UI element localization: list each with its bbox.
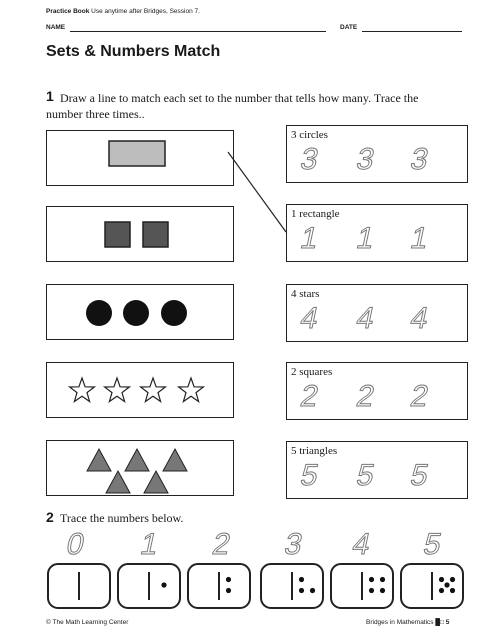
trace-digit-5[interactable]: 5	[420, 528, 445, 561]
trace-digit[interactable]: 3	[407, 143, 432, 176]
set-box-circles[interactable]	[46, 284, 234, 340]
squares-shape	[47, 207, 232, 260]
number-box-label: 5 triangles	[291, 445, 338, 457]
domino-row	[46, 563, 466, 609]
trace-digit[interactable]: 1	[407, 222, 432, 255]
domino-dot	[380, 588, 385, 593]
footer-series	[366, 619, 449, 626]
set-box-rectangle[interactable]	[46, 130, 234, 186]
domino-2	[188, 564, 250, 608]
domino-dot	[439, 577, 444, 582]
trace-digit[interactable]: 2	[297, 380, 322, 413]
domino-dot	[299, 577, 304, 582]
trace-digit[interactable]: 5	[407, 459, 432, 492]
trace-digit-3[interactable]: 3	[281, 528, 306, 561]
number-box-label: 1 rectangle	[291, 208, 340, 220]
domino-dot	[450, 588, 455, 593]
usage-note: Use anytime after Bridges, Session 7.	[91, 8, 200, 15]
domino-dot	[161, 582, 166, 587]
footer-copyright: © The Math Learning Center	[46, 619, 129, 626]
number-box-label: 4 stars	[291, 288, 320, 300]
trace-digit[interactable]: 2	[353, 380, 378, 413]
number-box-label: 3 circles	[291, 129, 328, 141]
domino-dot	[450, 577, 455, 582]
trace-digit-2[interactable]: 2	[209, 528, 234, 561]
trace-digit[interactable]: 1	[353, 222, 378, 255]
number-box-label: 2 squares	[291, 366, 333, 378]
trace-digit[interactable]: 3	[297, 143, 322, 176]
domino-dot	[299, 588, 304, 593]
domino-4	[331, 564, 393, 608]
stars-shape	[47, 363, 232, 416]
trace-digit-0[interactable]: 0	[63, 528, 88, 561]
rectangle-shape	[47, 131, 232, 184]
number-box-3[interactable]	[286, 125, 468, 183]
date-label: DATE	[340, 24, 358, 31]
question-1-number: 1	[46, 88, 54, 104]
book-label: Practice Book	[46, 8, 90, 15]
domino-dot	[380, 577, 385, 582]
domino-dot	[226, 588, 231, 593]
footer-series-name: Bridges in Mathematics	[366, 619, 434, 626]
domino-dot	[369, 588, 374, 593]
question-1-instruction: Draw a line to match each set to the number that tells how many. Trace the	[60, 91, 419, 105]
question-2-instruction: Trace the numbers below.	[60, 511, 184, 525]
date-field[interactable]	[362, 31, 462, 32]
domino-dot	[226, 577, 231, 582]
name-field[interactable]	[70, 31, 326, 32]
set-box-stars[interactable]	[46, 362, 234, 418]
number-box-2[interactable]	[286, 362, 468, 420]
domino-0	[48, 564, 110, 608]
question-2-number: 2	[46, 509, 54, 525]
trace-digit[interactable]: 4	[297, 302, 322, 335]
triangles-shape	[47, 441, 232, 494]
number-box-4[interactable]	[286, 284, 468, 342]
trace-digit[interactable]: 5	[297, 459, 322, 492]
book-icon: █□	[435, 619, 444, 626]
number-box-1[interactable]	[286, 204, 468, 262]
domino-5	[401, 564, 463, 608]
set-box-triangles[interactable]	[46, 440, 234, 496]
trace-digit-1[interactable]: 1	[137, 528, 162, 561]
domino-dot	[444, 582, 449, 587]
page-title: Sets & Numbers Match	[46, 43, 221, 60]
set-box-squares[interactable]	[46, 206, 234, 262]
trace-digit[interactable]: 4	[407, 302, 432, 335]
trace-digit[interactable]: 5	[353, 459, 378, 492]
question-1-instruction-cont: number three times..	[46, 107, 145, 121]
domino-dot	[369, 577, 374, 582]
circles-shape	[47, 285, 232, 338]
domino-1	[118, 564, 180, 608]
number-box-5[interactable]	[286, 441, 468, 499]
name-label: NAME	[46, 24, 66, 31]
trace-digit[interactable]: 3	[353, 143, 378, 176]
domino-dot	[439, 588, 444, 593]
trace-digit[interactable]: 1	[297, 222, 322, 255]
domino-dot	[310, 588, 315, 593]
trace-digit-4[interactable]: 4	[349, 528, 374, 561]
page-number: 5	[445, 619, 450, 626]
practice-book-header	[46, 8, 200, 15]
domino-3	[261, 564, 323, 608]
trace-digit[interactable]: 4	[353, 302, 378, 335]
trace-digit[interactable]: 2	[407, 380, 432, 413]
